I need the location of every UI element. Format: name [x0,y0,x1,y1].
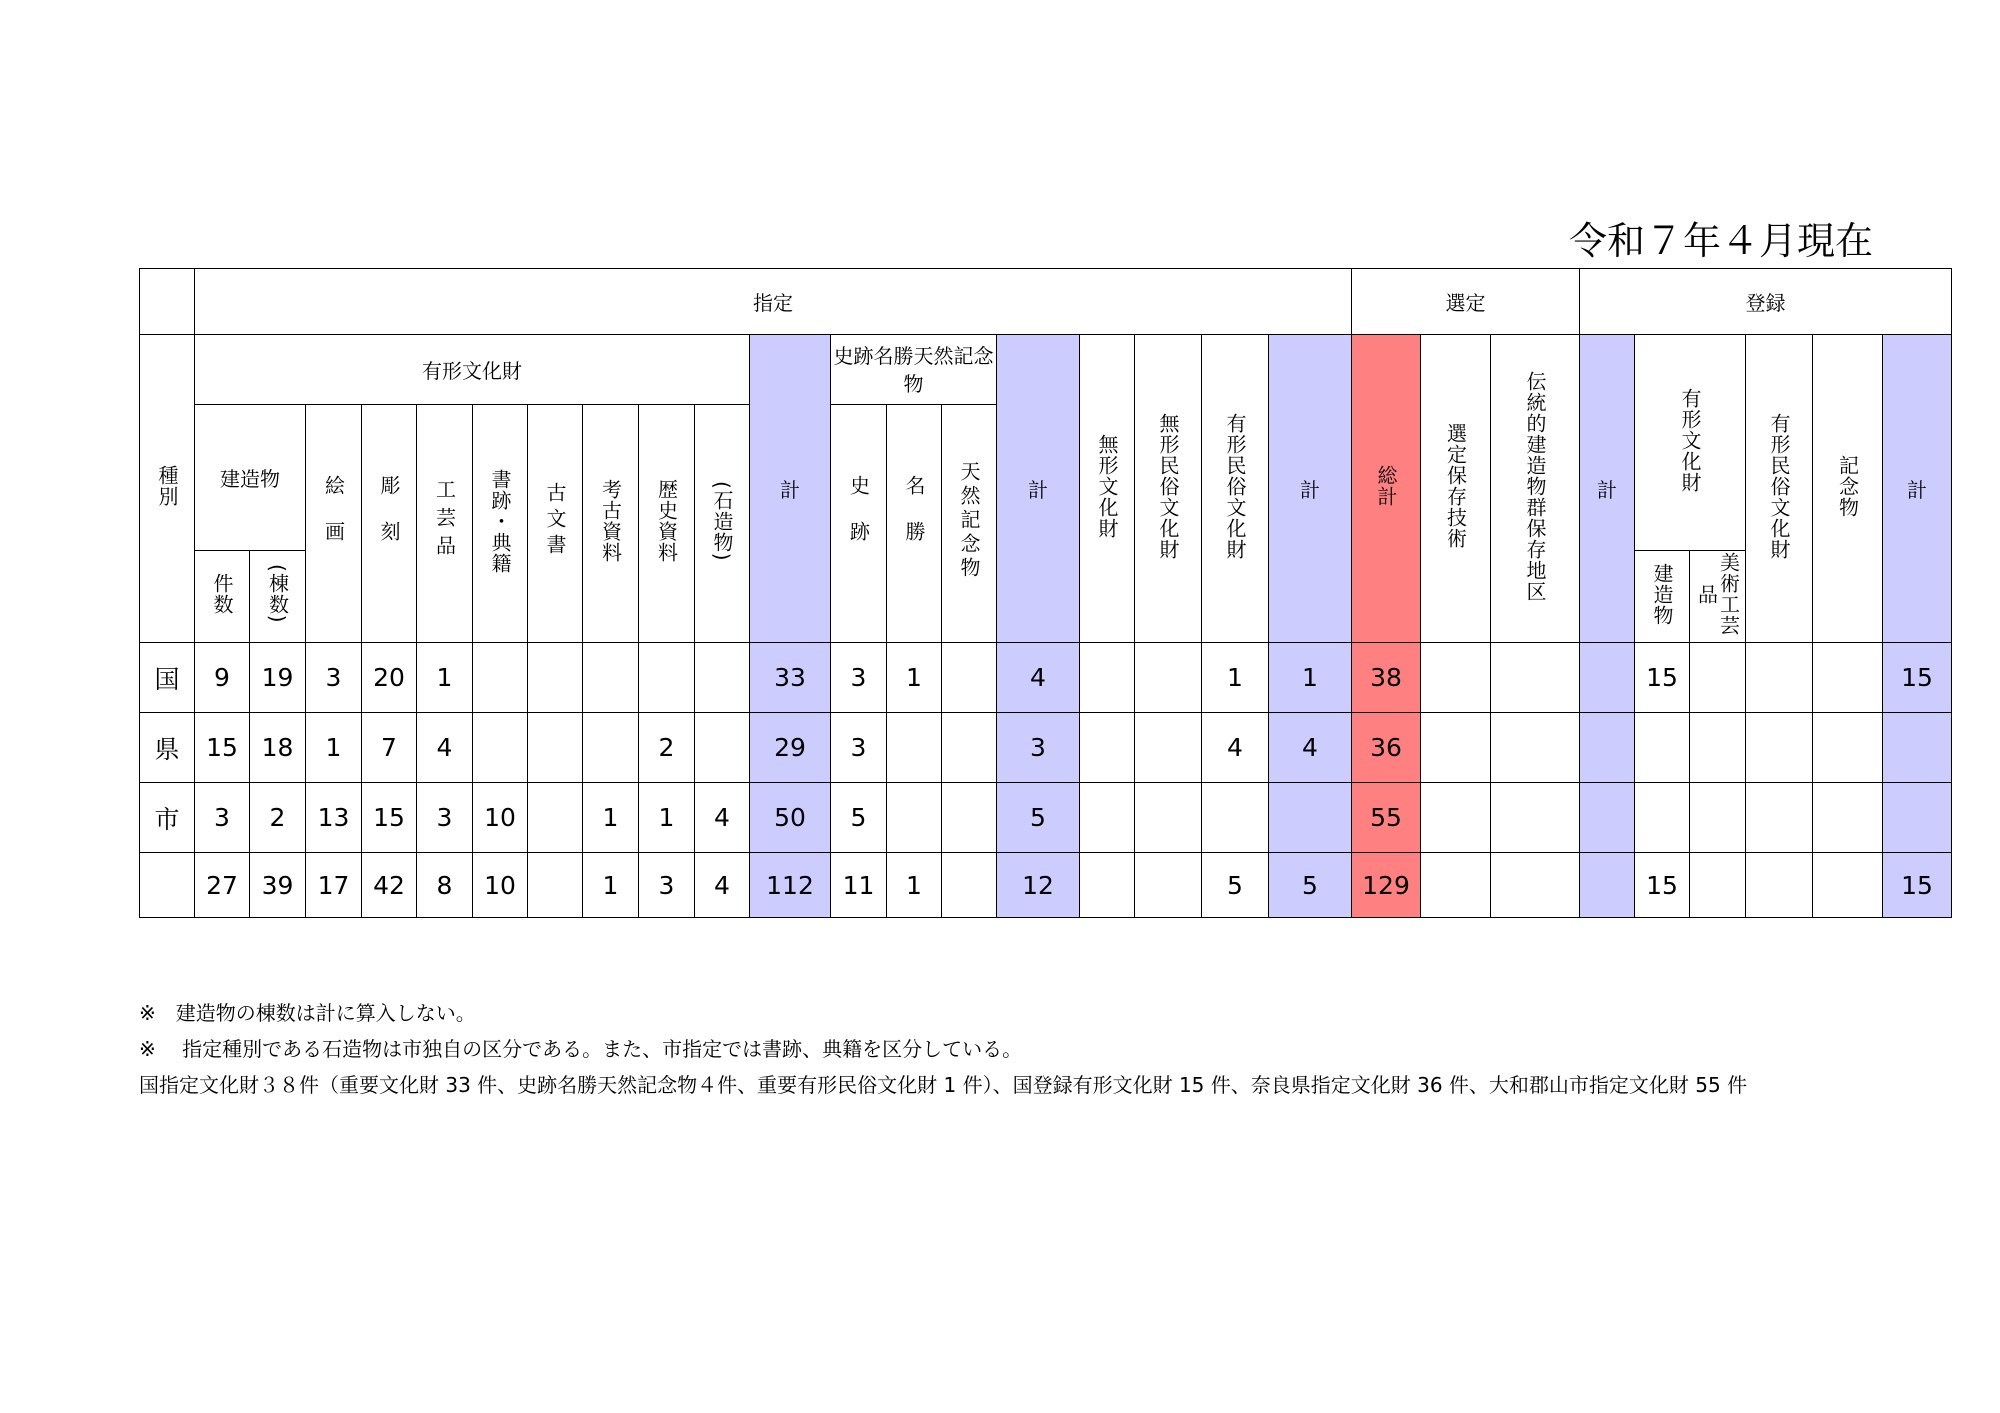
cell: 1 [639,783,695,853]
cell-kei: 112 [750,853,831,918]
cell [942,783,997,853]
cultural-property-table [139,268,1952,918]
cell: 1 [306,713,362,783]
cell: 15 [1635,643,1690,713]
cell [528,643,583,713]
header-touroku: 登録 [1580,269,1952,335]
cell: 20 [362,643,417,713]
header-dentoteki-kenzobutsugun: 伝統的建造物群保存地区 [1491,335,1580,643]
header-yukei-minzoku: 有形民俗文化財 [1202,335,1269,643]
header-sentei: 選定 [1352,269,1580,335]
cell [473,643,528,713]
cell: 5 [1202,853,1269,918]
cell [1746,713,1813,783]
cell-sokei: 36 [1352,713,1421,783]
cell: 8 [417,853,473,918]
header-meisho: 名勝 [887,405,942,643]
cell-sokei: 55 [1352,783,1421,853]
cell [639,643,695,713]
cell: 3 [639,853,695,918]
cell [1690,783,1746,853]
cell [1080,713,1135,783]
header-touroku-bijutsu-kogeihin: 美術工芸品 [1690,551,1746,643]
cell: 5 [831,783,887,853]
cell-sokei: 38 [1352,643,1421,713]
header-kei-yukei: 計 [750,335,831,643]
corner-cell [140,269,195,335]
header-yukei-bunkazai: 有形文化財 [195,335,750,405]
cell: 27 [195,853,250,918]
cell: 13 [306,783,362,853]
cell [1746,853,1813,918]
cell-kei: 50 [750,783,831,853]
cell [473,713,528,783]
cell [528,853,583,918]
cell: 1 [887,643,942,713]
cell: 10 [473,853,528,918]
cell: 1 [887,853,942,918]
cell-kei: 5 [1269,853,1352,918]
cell [942,643,997,713]
cell [942,853,997,918]
cell [1635,783,1690,853]
cell [887,713,942,783]
note-2: ※ 指定種別である石造物は市独自の区分である。また、市指定では書跡、典籍を区分している。 [139,1037,1023,1061]
cell [528,783,583,853]
row-label: 市 [140,783,195,853]
cell-kei: 4 [997,643,1080,713]
cell-kei: 15 [1883,853,1952,918]
cell [1491,643,1580,713]
note-1: ※ 建造物の棟数は計に算入しない。 [139,1001,476,1025]
cell [1491,853,1580,918]
note-summary: 国指定文化財３８件（重要文化財 33 件、史跡名勝天然記念物４件、重要有形民俗文化財 1 件）、国登録有形文化財 15 件、奈良県指定文化財 36 件、大和郡山市指定文化財 55 件 [139,1073,1748,1097]
row-label: 国 [140,643,195,713]
cell: 39 [250,853,306,918]
header-chokoku: 彫刻 [362,405,417,643]
cell: 4 [695,853,750,918]
cell: 15 [1635,853,1690,918]
header-kei-shiseki: 計 [997,335,1080,643]
table-row [140,713,1952,783]
cell-kei [1269,783,1352,853]
header-kogeihin: 工芸品 [417,405,473,643]
header-kenzobutsu: 建造物 [195,405,306,551]
header-kensu: 件数 [195,551,250,643]
cell [1813,643,1883,713]
header-sekizobutsu: (石造物) [695,405,750,643]
cell: 7 [362,713,417,783]
cell [1080,783,1135,853]
header-tosu: (棟数) [250,551,306,643]
cell-kei: 33 [750,643,831,713]
cell [1690,713,1746,783]
cell [887,783,942,853]
cell: 19 [250,643,306,713]
cell: 1 [1202,643,1269,713]
cell [695,713,750,783]
cell [1421,783,1491,853]
cell [942,713,997,783]
cell [1135,643,1202,713]
cell: 2 [250,783,306,853]
cell-kei: 12 [997,853,1080,918]
header-kei-sentei: 計 [1580,335,1635,643]
cell-kei [1883,713,1952,783]
header-touroku-yukei-minzoku: 有形民俗文化財 [1746,335,1813,643]
header-koko-shiryo: 考古資料 [583,405,639,643]
cell: 2 [639,713,695,783]
cell [1746,643,1813,713]
cell [1690,853,1746,918]
cell [1635,713,1690,783]
header-komonjo: 古文書 [528,405,583,643]
cell [1421,643,1491,713]
cell [1135,853,1202,918]
header-touroku-kenzobutsu: 建造物 [1635,551,1690,643]
cell: 3 [306,643,362,713]
header-touroku-yukei-bunkazai: 有形文化財 [1635,335,1746,551]
cell: 4 [417,713,473,783]
header-shitei: 指定 [195,269,1352,335]
cell [1135,783,1202,853]
cell: 1 [417,643,473,713]
cell: 15 [362,783,417,853]
cell-kei: 29 [750,713,831,783]
cell: 1 [583,783,639,853]
cell: 4 [695,783,750,853]
cell-kei: 4 [1269,713,1352,783]
cell [1491,783,1580,853]
cell-kei [1883,783,1952,853]
cell: 15 [195,713,250,783]
cell: 4 [1202,713,1269,783]
cell-sokei: 129 [1352,853,1421,918]
cell: 11 [831,853,887,918]
header-mukei-bunkazai: 無形文化財 [1080,335,1135,643]
cell [1421,713,1491,783]
header-shoseki-tenseki: 書跡・典籍 [473,405,528,643]
cell [1813,783,1883,853]
header-shiseki-meisho-tennen: 史跡名勝天然記念物 [831,335,997,405]
cell-kei: 15 [1883,643,1952,713]
cell: 1 [583,853,639,918]
cell-kei [1580,853,1635,918]
table-row [140,643,1952,713]
cell: 18 [250,713,306,783]
cell [583,643,639,713]
cell [1135,713,1202,783]
header-sokei: 総計 [1352,335,1421,643]
header-tennen-kinenbutsu: 天然記念物 [942,405,997,643]
cell-kei [1580,783,1635,853]
cell [1202,783,1269,853]
cell-kei: 5 [997,783,1080,853]
cell: 17 [306,853,362,918]
cell-kei: 1 [1269,643,1352,713]
cell [695,643,750,713]
cell [583,713,639,783]
header-kaiga: 絵画 [306,405,362,643]
cell-kei: 3 [997,713,1080,783]
cell [528,713,583,783]
cell-kei [1580,643,1635,713]
header-shiseki: 史跡 [831,405,887,643]
table-row-total [140,853,1952,918]
table-row [140,783,1952,853]
cell: 3 [195,783,250,853]
header-shubetsu: 種別 [140,335,195,643]
cell: 3 [831,643,887,713]
cell: 3 [417,783,473,853]
header-kei-minzoku: 計 [1269,335,1352,643]
cell [1080,643,1135,713]
cell: 10 [473,783,528,853]
cell [1080,853,1135,918]
row-label [140,853,195,918]
cell: 3 [831,713,887,783]
row-label: 県 [140,713,195,783]
cell [1690,643,1746,713]
cell: 9 [195,643,250,713]
header-kei-touroku: 計 [1883,335,1952,643]
cell [1491,713,1580,783]
cell: 42 [362,853,417,918]
cell [1813,853,1883,918]
cell [1813,713,1883,783]
cell [1421,853,1491,918]
cell-kei [1580,713,1635,783]
header-touroku-kinenbutsu: 記念物 [1813,335,1883,643]
date-label: 令和７年４月現在 [1568,219,1873,263]
header-mukei-minzoku: 無形民俗文化財 [1135,335,1202,643]
header-sentei-hozon-gijutsu: 選定保存技術 [1421,335,1491,643]
cell [1746,783,1813,853]
header-rekishi-shiryo: 歴史資料 [639,405,695,643]
